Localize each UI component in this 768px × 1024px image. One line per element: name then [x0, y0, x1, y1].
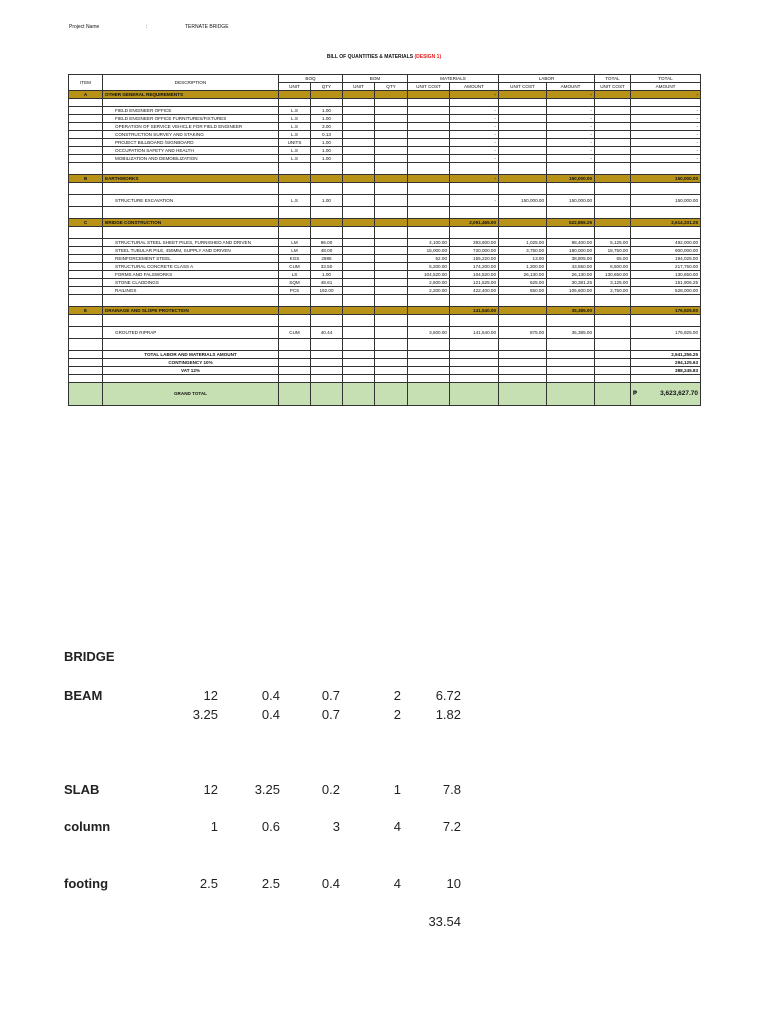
item-labor-amount: - — [547, 139, 595, 147]
item-description: CONSTRUCTION SURVEY AND STAKING — [103, 131, 279, 139]
item-unit: UNITS — [279, 139, 311, 147]
item-total-unit-cost: 130,650.00 — [595, 271, 631, 279]
section-materials-amount: - — [450, 175, 499, 183]
section-labor-amount: 150,000.00 — [547, 175, 595, 183]
item-qty: 2985 — [311, 255, 343, 263]
item-materials-amount: 720,000.00 — [450, 247, 499, 255]
item-labor-amount: 38,805.00 — [547, 255, 595, 263]
item-labor-unit-cost: 875.00 — [499, 327, 547, 339]
contingency-value: 294,125.63 — [631, 359, 701, 367]
item-description: STONE CLADDINGS — [103, 279, 279, 287]
item-materials-amount: 174,200.00 — [450, 263, 499, 271]
header-bom-unit: UNIT — [343, 83, 375, 91]
section-name: EARTHWORKS — [103, 175, 279, 183]
item-labor-amount: - — [547, 131, 595, 139]
calc-cell: 7.2 — [442, 819, 461, 834]
header-materials: MATERIALS — [408, 75, 499, 83]
item-labor-amount: 30,381.25 — [547, 279, 595, 287]
header-total-amount-1: TOTAL — [631, 75, 701, 83]
item-total-amount: 528,000.00 — [631, 287, 701, 295]
item-labor-amount: 150,000.00 — [547, 195, 595, 207]
section-code: E — [69, 307, 103, 315]
item-labor-amount: - — [547, 155, 595, 163]
item-unit: L.S — [279, 131, 311, 139]
item-total-amount: - — [631, 115, 701, 123]
calc-cell: 4 — [393, 876, 401, 891]
project-name-value: TERNATE BRIDGE — [185, 24, 229, 30]
header-bom: BOM — [343, 75, 408, 83]
item-unit: LM — [279, 247, 311, 255]
header-lab-unit-cost: UNIT COST — [499, 83, 547, 91]
total-labor-materials-label: TOTAL LABOR AND MATERIALS AMOUNT — [103, 351, 279, 359]
section-code: A — [69, 91, 103, 99]
item-materials-unit-cost: 5,200.00 — [408, 263, 450, 271]
item-qty: 0.13 — [311, 131, 343, 139]
item-labor-amount: 43,550.00 — [547, 263, 595, 271]
item-qty: 48.00 — [311, 247, 343, 255]
calc-cell: 0.7 — [321, 707, 340, 722]
item-description: MOBILIZATION AND DEMOBILIZATION — [103, 155, 279, 163]
section-total: - — [631, 91, 701, 99]
calc-cell: 0.4 — [321, 876, 340, 891]
item-unit: KGS — [279, 255, 311, 263]
item-description: OCCUPATION SAFETY AND HEALTH — [103, 147, 279, 155]
vat-label: VAT 12% — [103, 367, 279, 375]
calc-cell: 3.25 — [254, 782, 280, 797]
item-unit: CUM — [279, 327, 311, 339]
item-unit: PCS — [279, 287, 311, 295]
section-code: C — [69, 219, 103, 227]
item-qty: 1.00 — [311, 147, 343, 155]
grand-total-label: GRAND TOTAL — [103, 383, 279, 406]
item-labor-amount: 180,000.00 — [547, 247, 595, 255]
item-materials-unit-cost: 104,520.00 — [408, 271, 450, 279]
item-description: GROUTED RIPRAP — [103, 327, 279, 339]
total-labor-materials-value: 2,941,256.25 — [631, 351, 701, 359]
item-materials-unit-cost: 4,100.00 — [408, 239, 450, 247]
section-total: 176,925.00 — [631, 307, 701, 315]
header-lab-amount: AMOUNT — [547, 83, 595, 91]
item-unit: LM — [279, 239, 311, 247]
item-labor-unit-cost: 1,025.00 — [499, 239, 547, 247]
item-unit: CUM — [279, 263, 311, 271]
item-qty: 1.00 — [311, 107, 343, 115]
calc-cell: 0.4 — [261, 707, 280, 722]
item-materials-unit-cost: 52.00 — [408, 255, 450, 263]
item-description: STRUCTURE EXCAVATION — [103, 195, 279, 207]
item-labor-amount: - — [547, 107, 595, 115]
contingency-label: CONTINGENCY 10% — [103, 359, 279, 367]
item-unit: L.S — [279, 147, 311, 155]
item-labor-unit-cost: 150,000.00 — [499, 195, 547, 207]
section-materials-amount: 2,091,465.00 — [450, 219, 499, 227]
item-qty: 1.00 — [311, 195, 343, 207]
peso-sign: ₱ — [633, 391, 638, 397]
calc-cell: 0.4 — [261, 688, 280, 703]
vat-value: 388,245.83 — [631, 367, 701, 375]
item-total-unit-cost: 65.00 — [595, 255, 631, 263]
item-materials-amount: - — [450, 115, 499, 123]
item-labor-amount: 98,400.00 — [547, 239, 595, 247]
item-total-unit-cost: 18,750.00 — [595, 247, 631, 255]
item-labor-amount: 105,600.00 — [547, 287, 595, 295]
item-total-amount: 176,925.00 — [631, 327, 701, 339]
section-total: 2,614,331.25 — [631, 219, 701, 227]
calc-cell: 2 — [393, 688, 401, 703]
item-materials-unit-cost: 2,500.00 — [408, 279, 450, 287]
item-unit: L.S — [279, 123, 311, 131]
item-total-unit-cost: 6,500.00 — [595, 263, 631, 271]
header-total: TOTAL — [595, 75, 631, 83]
item-labor-unit-cost: 13.00 — [499, 255, 547, 263]
grand-total-value: 3,623,627.70 — [660, 390, 699, 397]
calc-cell: 2.5 — [199, 876, 218, 891]
item-unit: LS — [279, 271, 311, 279]
item-materials-amount: - — [450, 139, 499, 147]
item-materials-unit-cost: 2,200.00 — [408, 287, 450, 295]
calc-cell: 10 — [446, 876, 461, 891]
calc-cell: 12 — [203, 688, 218, 703]
header-boq-unit: UNIT — [279, 83, 311, 91]
calc-cell: 1.82 — [435, 707, 461, 722]
item-materials-amount: - — [450, 107, 499, 115]
calc-cell: 4 — [393, 819, 401, 834]
item-total-amount: 900,000.00 — [631, 247, 701, 255]
item-qty: 192.00 — [311, 287, 343, 295]
calc-title: BRIDGE — [64, 649, 115, 664]
header-mat-unit-cost: UNIT COST — [408, 83, 450, 91]
item-qty: 1.00 — [311, 115, 343, 123]
calc-cell: 2 — [393, 707, 401, 722]
calc-cell: 2.5 — [261, 876, 280, 891]
item-description: STEEL TUBULAR PILE, 450MM, SUPPLY AND DRIVEN — [103, 247, 279, 255]
calc-column-label: column — [64, 819, 111, 834]
item-qty: 96.00 — [311, 239, 343, 247]
section-code: B — [69, 175, 103, 183]
item-description: REINFORCEMENT STEEL — [103, 255, 279, 263]
header-item: ITEM — [69, 75, 103, 91]
item-description: PROJECT BILLBOARD /SIGNBOARD — [103, 139, 279, 147]
calc-cell: 7.8 — [442, 782, 461, 797]
item-total-amount: - — [631, 131, 701, 139]
item-total-amount: 130,650.00 — [631, 271, 701, 279]
item-materials-amount: 393,600.00 — [450, 239, 499, 247]
item-materials-amount: - — [450, 131, 499, 139]
item-total-amount: - — [631, 155, 701, 163]
item-qty: 48.61 — [311, 279, 343, 287]
item-labor-unit-cost: 3,750.00 — [499, 247, 547, 255]
item-total-amount: 151,906.25 — [631, 279, 701, 287]
item-labor-amount: 26,130.00 — [547, 271, 595, 279]
item-materials-amount: - — [450, 155, 499, 163]
item-materials-amount: - — [450, 123, 499, 131]
item-description: OPERATION OF SERVICE VEHICLE FOR FIELD ENGINEER — [103, 123, 279, 131]
item-description: FIELD ENGINEER OFFICE FURNITURES/FIXTURES — [103, 115, 279, 123]
item-total-amount: 194,025.00 — [631, 255, 701, 263]
item-labor-unit-cost: 1,300.00 — [499, 263, 547, 271]
project-name-colon: : — [146, 24, 148, 30]
header-labor: LABOR — [499, 75, 595, 83]
header-mat-amount: AMOUNT — [450, 83, 499, 91]
item-unit: L.S — [279, 195, 311, 207]
item-materials-unit-cost: 3,500.00 — [408, 327, 450, 339]
item-total-amount: - — [631, 123, 701, 131]
item-materials-amount: 104,520.00 — [450, 271, 499, 279]
item-labor-amount: - — [547, 147, 595, 155]
calc-slab-label: SLAB — [64, 782, 100, 797]
item-unit: L.S — [279, 107, 311, 115]
item-unit: L.S — [279, 155, 311, 163]
item-total-amount: - — [631, 147, 701, 155]
item-qty: 1.00 — [311, 271, 343, 279]
header-total-amount-2: AMOUNT — [631, 83, 701, 91]
item-qty: 1.00 — [311, 139, 343, 147]
section-name: DRAINAGE AND SLOPE PROTECTION — [103, 307, 279, 315]
item-labor-amount: 35,385.00 — [547, 327, 595, 339]
item-qty: 1.00 — [311, 155, 343, 163]
section-materials-amount: 141,540.00 — [450, 307, 499, 315]
item-total-amount: - — [631, 139, 701, 147]
calc-cell: 0.7 — [321, 688, 340, 703]
item-description: FORMS AND FALSWORKS — [103, 271, 279, 279]
item-labor-amount: - — [547, 115, 595, 123]
section-labor-amount: 35,385.00 — [547, 307, 595, 315]
project-name-label: Project Name — [69, 24, 100, 30]
section-total: 150,000.00 — [631, 175, 701, 183]
item-total-amount: 217,750.00 — [631, 263, 701, 271]
item-materials-amount: 141,540.00 — [450, 327, 499, 339]
item-labor-unit-cost: 26,130.00 — [499, 271, 547, 279]
item-total-amount: 492,000.00 — [631, 239, 701, 247]
item-materials-unit-cost: 15,000.00 — [408, 247, 450, 255]
section-labor-amount: - — [547, 91, 595, 99]
calc-cell: 1 — [393, 782, 401, 797]
item-qty: 3.00 — [311, 123, 343, 131]
item-labor-unit-cost: 550.00 — [499, 287, 547, 295]
item-materials-amount: 121,525.00 — [450, 279, 499, 287]
item-description: STRUCTURAL STEEL SHEET PILES, FURNISHED AND DRIVEN — [103, 239, 279, 247]
header-description: DESCRIPTION — [103, 75, 279, 91]
item-description: STRUCTURAL CONCRETE CLASS A — [103, 263, 279, 271]
section-materials-amount: - — [450, 91, 499, 99]
item-total-unit-cost: 5,125.00 — [595, 239, 631, 247]
item-total-amount: 150,000.00 — [631, 195, 701, 207]
section-name: OTHER GENERAL REQUIREMENTS — [103, 91, 279, 99]
section-labor-amount: 522,866.25 — [547, 219, 595, 227]
header-total-unit-cost: UNIT COST — [595, 83, 631, 91]
calc-cell: 12 — [203, 782, 218, 797]
item-materials-amount: - — [450, 147, 499, 155]
calc-cell: 1 — [210, 819, 218, 834]
item-total-unit-cost: 3,125.00 — [595, 279, 631, 287]
header-boq-qty: QTY — [311, 83, 343, 91]
calc-footing-label: footing — [64, 876, 109, 891]
item-total-amount: - — [631, 107, 701, 115]
item-qty: 40.44 — [311, 327, 343, 339]
header-boq: BOQ — [279, 75, 343, 83]
item-materials-amount: 155,220.00 — [450, 255, 499, 263]
item-qty: 33.50 — [311, 263, 343, 271]
section-name: BRIDGE CONSTRUCTION — [103, 219, 279, 227]
calc-cell: 3.25 — [192, 707, 218, 722]
calc-cell: 0.6 — [261, 819, 280, 834]
item-description: RAILINGS — [103, 287, 279, 295]
calc-cell: 3 — [332, 819, 340, 834]
calc-cell: 6.72 — [435, 688, 461, 703]
calc-sum: 33.54 — [428, 914, 461, 929]
calc-cell: 0.2 — [321, 782, 340, 797]
header-bom-qty: QTY — [375, 83, 408, 91]
item-unit: SQM — [279, 279, 311, 287]
title-design: (DESIGN 1) — [414, 54, 442, 60]
item-unit: L.S — [279, 115, 311, 123]
item-materials-amount: 422,400.00 — [450, 287, 499, 295]
item-total-unit-cost: 2,750.00 — [595, 287, 631, 295]
title-main: BILL OF QUANTITIES & MATERIALS — [326, 54, 415, 60]
calc-beam-label: BEAM — [64, 688, 103, 703]
item-labor-amount: - — [547, 123, 595, 131]
item-materials-amount: - — [450, 195, 499, 207]
item-description: FIELD ENGINEER OFFICE — [103, 107, 279, 115]
item-labor-unit-cost: 625.00 — [499, 279, 547, 287]
